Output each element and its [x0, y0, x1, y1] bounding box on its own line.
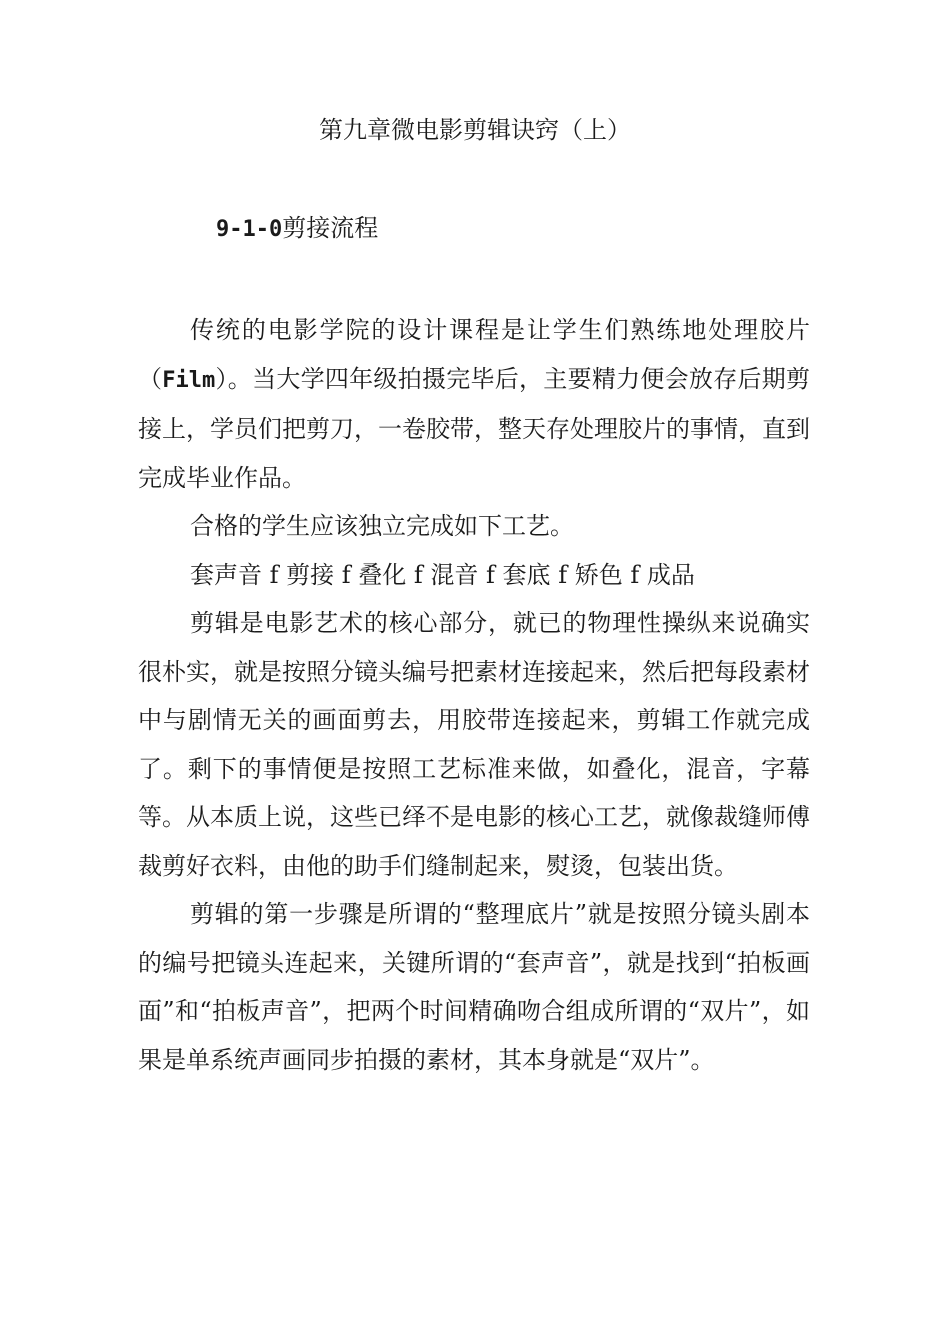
paragraph-2: 合格的学生应该独立完成如下工艺。: [190, 512, 574, 540]
paragraph-5: 剪辑的第一步骤是所谓的“整理底片”就是按照分镜头剧本的编号把镜头连起来，关键所谓的“套声音”，就是找到“拍板画面”和“拍板声音”，把两个时间精确吻合组成所谓的“双片”，如果是单系统声画同步拍摄的素材，其本身就是“双片”。: [138, 900, 810, 1074]
section-heading-text: 剪接流程: [282, 214, 379, 242]
paragraph-1-film: Film: [162, 367, 216, 393]
paragraph-4: 剪辑是电影艺术的核心部分，就已的物理性操纵来说确实很朴实，就是按照分镜头编号把素材连接起来，然后把每段素材中与剧情无关的画面剪去，用胶带连接起来，剪辑工作就完成了。剩下的事情便是按照工艺标准来做，如叠化，混音，字幕等。从本质上说，这些已绎不是电影的核心工艺，就像裁缝师傅裁剪好衣料，由他的助手们缝制起来，熨烫，包装出货。: [138, 609, 810, 880]
chapter-title: 第九章微电影剪辑诀窍（上）: [319, 116, 631, 144]
document-body: [138, 306, 810, 1084]
paragraph-1: [138, 306, 810, 502]
paragraph-1-text-b: ）。当大学四年级拍摄完毕后，主要精力便会放存后期剪接上，学员们把剪刀，一卷胶带，整天存处理胶片的事情，直到完成毕业作品。: [138, 364, 811, 492]
section-number: 9-1-0: [216, 217, 283, 242]
paragraph-1-text-a: 传统的电影学院的设计课程是让学生们熟练地处理胶片（: [138, 316, 810, 393]
paragraph-3-workflow: 套声音 f 剪接 f 叠化 f 混音 f 套底 f 矫色 f 成品: [190, 560, 695, 589]
section-heading: [216, 210, 378, 248]
